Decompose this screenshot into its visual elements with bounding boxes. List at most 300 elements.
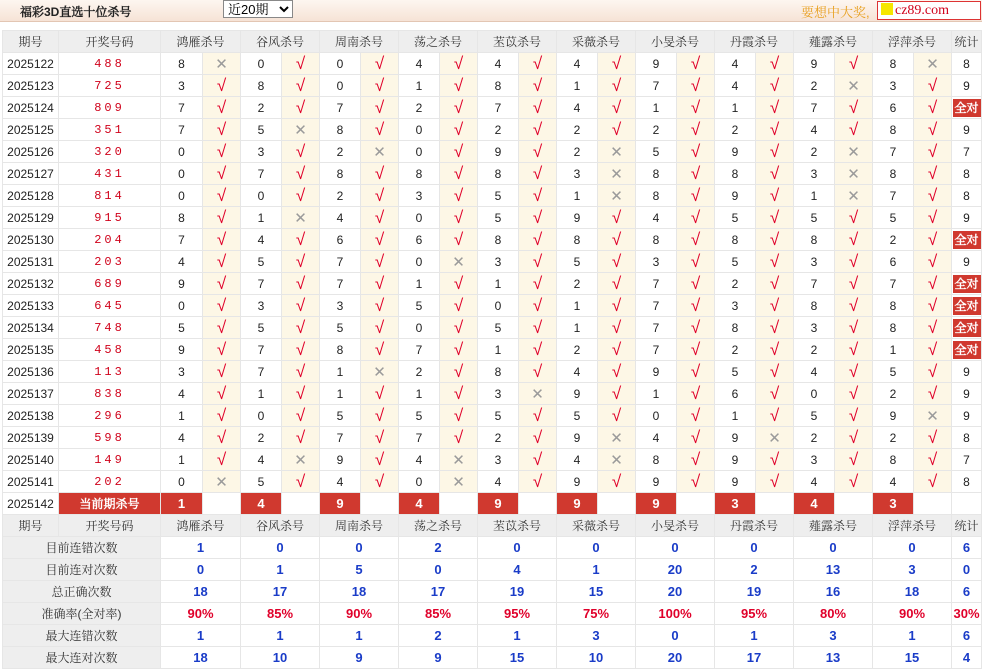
- current-kill-blank: [914, 493, 952, 515]
- check-icon: √: [914, 317, 952, 339]
- kill-number-cell: 3: [794, 163, 835, 185]
- check-icon: √: [361, 317, 399, 339]
- all-correct-badge: 全对: [954, 342, 979, 357]
- kill-number-cell: 1: [161, 405, 203, 427]
- kill-number-cell: 2: [715, 339, 756, 361]
- kill-number-cell: 3: [794, 251, 835, 273]
- current-kill-number: 9: [636, 493, 677, 515]
- stats-value: 3: [794, 625, 873, 647]
- kill-number-cell: 0: [399, 317, 440, 339]
- col-header-expert: 荡之杀号: [399, 31, 478, 53]
- range-select[interactable]: [223, 0, 293, 18]
- check-icon: √: [835, 295, 873, 317]
- check-icon: √: [756, 361, 794, 383]
- kill-number-cell: 0: [399, 119, 440, 141]
- cross-icon: ✕: [440, 471, 478, 493]
- cross-icon: ✕: [282, 207, 320, 229]
- stats-value: 19: [478, 581, 557, 603]
- kill-number-cell: 8: [794, 295, 835, 317]
- check-icon: √: [440, 317, 478, 339]
- stats-value: 15: [873, 647, 952, 669]
- check-icon: √: [914, 229, 952, 251]
- kill-number-cell: 7: [241, 273, 282, 295]
- kill-number-cell: 7: [320, 427, 361, 449]
- stat-cell: 8: [952, 163, 982, 185]
- stats-value: 1: [241, 625, 320, 647]
- stats-value: 0: [636, 625, 715, 647]
- kill-number-cell: 2: [399, 361, 440, 383]
- kill-number-cell: 1: [320, 383, 361, 405]
- kill-number-cell: 0: [161, 163, 203, 185]
- check-icon: √: [914, 75, 952, 97]
- check-icon: √: [203, 339, 241, 361]
- kill-number-cell: 4: [557, 361, 598, 383]
- kill-number-cell: 0: [320, 53, 361, 75]
- current-kill-blank: [203, 493, 241, 515]
- kill-number-cell: 7: [320, 97, 361, 119]
- stats-value: 2: [399, 537, 478, 559]
- page-title: 福彩3D直选十位杀号: [20, 5, 132, 19]
- col-header-expert: 周南杀号: [320, 515, 399, 537]
- kill-number-cell: 8: [478, 75, 519, 97]
- current-kill-blank: [677, 493, 715, 515]
- kill-number-cell: 5: [873, 361, 914, 383]
- check-icon: √: [440, 97, 478, 119]
- stats-value: 20: [636, 581, 715, 603]
- kill-number-cell: 2: [557, 339, 598, 361]
- current-kill-label: 当前期杀号: [59, 493, 161, 515]
- current-kill-number: 3: [873, 493, 914, 515]
- kill-number-cell: 7: [320, 273, 361, 295]
- period-cell: 2025128: [3, 185, 59, 207]
- stat-cell: 9: [952, 383, 982, 405]
- kill-number-cell: 5: [399, 295, 440, 317]
- draw-code-cell: 814: [59, 185, 161, 207]
- kill-number-cell: 7: [320, 251, 361, 273]
- kill-number-cell: 6: [873, 251, 914, 273]
- kill-number-cell: 0: [161, 141, 203, 163]
- kill-number-cell: 1: [636, 97, 677, 119]
- kill-number-cell: 3: [241, 295, 282, 317]
- check-icon: √: [756, 97, 794, 119]
- check-icon: √: [914, 361, 952, 383]
- kill-number-cell: 4: [161, 251, 203, 273]
- stat-cell: 7: [952, 449, 982, 471]
- kill-number-cell: 4: [399, 449, 440, 471]
- stats-value: 1: [557, 559, 636, 581]
- kill-number-cell: 8: [478, 361, 519, 383]
- cross-icon: ✕: [361, 141, 399, 163]
- kill-number-cell: 4: [873, 471, 914, 493]
- stats-value: 0: [241, 537, 320, 559]
- kill-number-cell: 4: [794, 471, 835, 493]
- cross-icon: ✕: [440, 449, 478, 471]
- kill-number-cell: 5: [241, 251, 282, 273]
- cross-icon: ✕: [835, 75, 873, 97]
- col-header-expert: 丹霞杀号: [715, 515, 794, 537]
- kill-number-cell: 3: [399, 185, 440, 207]
- kill-number-cell: 8: [873, 295, 914, 317]
- period-cell: 2025133: [3, 295, 59, 317]
- check-icon: √: [835, 229, 873, 251]
- check-icon: √: [440, 405, 478, 427]
- check-icon: √: [203, 97, 241, 119]
- check-icon: √: [282, 229, 320, 251]
- stat-cell: 8: [952, 427, 982, 449]
- kill-number-cell: 6: [320, 229, 361, 251]
- stats-value: 0: [557, 537, 636, 559]
- kill-number-cell: 4: [794, 361, 835, 383]
- check-icon: √: [361, 75, 399, 97]
- draw-code-cell: 838: [59, 383, 161, 405]
- stats-value: 0: [952, 559, 982, 581]
- stats-label: 总正确次数: [3, 581, 161, 603]
- current-kill-number: 4: [794, 493, 835, 515]
- stats-value: 0: [320, 537, 399, 559]
- draw-code-cell: 204: [59, 229, 161, 251]
- site-logo[interactable]: [877, 1, 981, 20]
- kill-number-cell: 8: [399, 163, 440, 185]
- kill-number-cell: 8: [478, 163, 519, 185]
- kill-number-cell: 1: [241, 207, 282, 229]
- kill-number-cell: 7: [636, 273, 677, 295]
- check-icon: √: [440, 383, 478, 405]
- kill-number-cell: 4: [636, 207, 677, 229]
- check-icon: √: [440, 185, 478, 207]
- kill-number-cell: 9: [715, 471, 756, 493]
- stat-cell: [952, 97, 982, 119]
- stats-value: 0: [715, 537, 794, 559]
- kill-number-cell: 9: [794, 53, 835, 75]
- kill-number-cell: 2: [873, 229, 914, 251]
- draw-code-cell: 431: [59, 163, 161, 185]
- check-icon: √: [835, 207, 873, 229]
- table-row: [3, 383, 982, 405]
- check-icon: √: [835, 361, 873, 383]
- check-icon: √: [835, 405, 873, 427]
- stats-value: 13: [794, 559, 873, 581]
- check-icon: √: [361, 97, 399, 119]
- check-icon: √: [756, 251, 794, 273]
- stats-value: 1: [241, 559, 320, 581]
- kill-number-cell: 4: [161, 383, 203, 405]
- kill-number-cell: 4: [320, 207, 361, 229]
- check-icon: √: [440, 339, 478, 361]
- period-cell: 2025125: [3, 119, 59, 141]
- check-icon: √: [519, 295, 557, 317]
- col-header-expert: 浮萍杀号: [873, 31, 952, 53]
- check-icon: √: [598, 53, 636, 75]
- period-cell: 2025127: [3, 163, 59, 185]
- check-icon: √: [677, 339, 715, 361]
- check-icon: √: [756, 75, 794, 97]
- kill-number-cell: 9: [636, 53, 677, 75]
- check-icon: √: [598, 229, 636, 251]
- kill-number-cell: 3: [478, 383, 519, 405]
- col-header-expert: 谷风杀号: [241, 515, 320, 537]
- table-row: [3, 405, 982, 427]
- stats-value: 1: [873, 625, 952, 647]
- kill-number-cell: 0: [399, 471, 440, 493]
- kill-number-cell: 5: [794, 207, 835, 229]
- kill-number-cell: 4: [557, 97, 598, 119]
- period-cell: 2025140: [3, 449, 59, 471]
- stats-label: 准确率(全对率): [3, 603, 161, 625]
- kill-number-cell: 9: [557, 471, 598, 493]
- all-correct-badge: 全对: [954, 100, 979, 115]
- check-icon: √: [282, 185, 320, 207]
- kill-number-cell: 5: [241, 471, 282, 493]
- kill-number-cell: 7: [161, 229, 203, 251]
- check-icon: √: [282, 295, 320, 317]
- check-icon: √: [677, 317, 715, 339]
- kill-number-cell: 5: [715, 361, 756, 383]
- stats-value: 18: [873, 581, 952, 603]
- check-icon: √: [282, 317, 320, 339]
- stats-value: 90%: [873, 603, 952, 625]
- stats-value: 20: [636, 559, 715, 581]
- kill-number-cell: 0: [241, 405, 282, 427]
- kill-number-cell: 5: [241, 317, 282, 339]
- check-icon: √: [756, 53, 794, 75]
- check-icon: √: [361, 119, 399, 141]
- stat-cell: 9: [952, 361, 982, 383]
- kill-number-cell: 8: [161, 53, 203, 75]
- stats-label: 最大连错次数: [3, 625, 161, 647]
- current-stat-blank: [952, 493, 982, 515]
- stats-label: 最大连对次数: [3, 647, 161, 669]
- kill-number-cell: 8: [320, 163, 361, 185]
- kill-number-cell: 3: [161, 75, 203, 97]
- check-icon: √: [203, 251, 241, 273]
- current-kill-number: 3: [715, 493, 756, 515]
- kill-number-cell: 5: [399, 405, 440, 427]
- check-icon: √: [361, 339, 399, 361]
- col-header-period: 期号: [3, 31, 59, 53]
- col-header-expert: 薤露杀号: [794, 515, 873, 537]
- check-icon: √: [914, 273, 952, 295]
- kill-number-cell: 7: [241, 361, 282, 383]
- stat-cell: [952, 339, 982, 361]
- cross-icon: ✕: [598, 185, 636, 207]
- kill-number-cell: 7: [478, 97, 519, 119]
- kill-number-cell: 5: [320, 317, 361, 339]
- check-icon: √: [756, 339, 794, 361]
- kill-number-cell: 5: [873, 207, 914, 229]
- check-icon: √: [282, 405, 320, 427]
- kill-number-cell: 9: [320, 449, 361, 471]
- stats-value: 17: [241, 581, 320, 603]
- kill-number-cell: 4: [161, 427, 203, 449]
- kill-number-cell: 4: [241, 449, 282, 471]
- kill-number-cell: 9: [873, 405, 914, 427]
- stats-value: 6: [952, 537, 982, 559]
- check-icon: √: [203, 295, 241, 317]
- kill-number-cell: 1: [399, 383, 440, 405]
- check-icon: √: [756, 317, 794, 339]
- check-icon: √: [440, 119, 478, 141]
- stat-cell: [952, 229, 982, 251]
- check-icon: √: [282, 251, 320, 273]
- stats-value: 1: [320, 625, 399, 647]
- kill-number-cell: 2: [557, 141, 598, 163]
- check-icon: √: [914, 141, 952, 163]
- check-icon: √: [677, 207, 715, 229]
- check-icon: √: [598, 273, 636, 295]
- check-icon: √: [282, 53, 320, 75]
- check-icon: √: [440, 207, 478, 229]
- stats-value: 2: [399, 625, 478, 647]
- kill-number-cell: 8: [636, 163, 677, 185]
- kill-number-cell: 2: [557, 119, 598, 141]
- check-icon: √: [835, 53, 873, 75]
- kill-number-cell: 9: [715, 185, 756, 207]
- check-icon: √: [598, 97, 636, 119]
- current-kill-blank: [835, 493, 873, 515]
- kill-number-cell: 1: [715, 97, 756, 119]
- stats-value: 1: [715, 625, 794, 647]
- col-header-expert: 苤苡杀号: [478, 515, 557, 537]
- check-icon: √: [361, 273, 399, 295]
- current-period-row: [3, 493, 982, 515]
- check-icon: √: [440, 295, 478, 317]
- check-icon: √: [677, 119, 715, 141]
- cross-icon: ✕: [203, 53, 241, 75]
- kill-number-cell: 9: [557, 207, 598, 229]
- cross-icon: ✕: [914, 405, 952, 427]
- col-header-expert: 鸿雁杀号: [161, 515, 241, 537]
- check-icon: √: [756, 471, 794, 493]
- stats-value: 17: [715, 647, 794, 669]
- header-row: [3, 515, 982, 537]
- kill-number-cell: 8: [636, 229, 677, 251]
- check-icon: √: [756, 185, 794, 207]
- kill-number-cell: 5: [161, 317, 203, 339]
- kill-number-cell: 5: [794, 405, 835, 427]
- kill-number-cell: 3: [636, 251, 677, 273]
- table-row: [3, 207, 982, 229]
- draw-code-cell: 488: [59, 53, 161, 75]
- check-icon: √: [203, 75, 241, 97]
- kill-number-cell: 8: [478, 229, 519, 251]
- kill-number-cell: 0: [241, 185, 282, 207]
- draw-code-cell: 748: [59, 317, 161, 339]
- cross-icon: ✕: [598, 163, 636, 185]
- check-icon: √: [519, 427, 557, 449]
- kill-number-cell: 7: [161, 119, 203, 141]
- draw-code-cell: 689: [59, 273, 161, 295]
- check-icon: √: [361, 471, 399, 493]
- kill-number-cell: 2: [241, 427, 282, 449]
- col-header-expert: 小旻杀号: [636, 31, 715, 53]
- stats-value: 0: [399, 559, 478, 581]
- all-correct-badge: 全对: [954, 298, 979, 313]
- stats-value: 95%: [715, 603, 794, 625]
- table-row: [3, 163, 982, 185]
- check-icon: √: [282, 339, 320, 361]
- stats-value: 10: [557, 647, 636, 669]
- check-icon: √: [519, 317, 557, 339]
- period-cell: 2025138: [3, 405, 59, 427]
- kill-number-cell: 1: [478, 273, 519, 295]
- kill-number-cell: 6: [715, 383, 756, 405]
- kill-number-cell: 0: [636, 405, 677, 427]
- kill-number-cell: 0: [399, 251, 440, 273]
- draw-code-cell: 598: [59, 427, 161, 449]
- current-kill-blank: [361, 493, 399, 515]
- kill-number-cell: 9: [161, 273, 203, 295]
- check-icon: √: [756, 229, 794, 251]
- check-icon: √: [440, 53, 478, 75]
- check-icon: √: [598, 471, 636, 493]
- stats-value: 0: [873, 537, 952, 559]
- stat-cell: 8: [952, 471, 982, 493]
- check-icon: √: [914, 163, 952, 185]
- check-icon: √: [756, 119, 794, 141]
- kill-number-cell: 1: [399, 273, 440, 295]
- col-header-expert: 周南杀号: [320, 31, 399, 53]
- kill-number-cell: 0: [399, 207, 440, 229]
- kill-number-cell: 7: [161, 97, 203, 119]
- stats-value: 18: [161, 581, 241, 603]
- col-header-expert: 谷风杀号: [241, 31, 320, 53]
- check-icon: √: [756, 295, 794, 317]
- kill-number-cell: 9: [557, 383, 598, 405]
- check-icon: √: [835, 273, 873, 295]
- check-icon: √: [756, 383, 794, 405]
- all-correct-badge: 全对: [954, 232, 979, 247]
- check-icon: √: [677, 163, 715, 185]
- check-icon: √: [598, 383, 636, 405]
- check-icon: √: [519, 229, 557, 251]
- kill-number-cell: 7: [636, 317, 677, 339]
- kill-number-cell: 3: [794, 317, 835, 339]
- kill-number-cell: 5: [478, 317, 519, 339]
- period-cell: 2025135: [3, 339, 59, 361]
- col-header-expert: 丹霞杀号: [715, 31, 794, 53]
- table-row: [3, 295, 982, 317]
- current-kill-blank: [519, 493, 557, 515]
- check-icon: √: [835, 317, 873, 339]
- check-icon: √: [282, 361, 320, 383]
- stats-value: 6: [952, 625, 982, 647]
- col-header-expert: 薤露杀号: [794, 31, 873, 53]
- stat-cell: 7: [952, 141, 982, 163]
- kill-number-cell: 1: [320, 361, 361, 383]
- kill-number-cell: 4: [636, 427, 677, 449]
- kill-number-cell: 4: [478, 53, 519, 75]
- check-icon: √: [519, 97, 557, 119]
- cross-icon: ✕: [598, 449, 636, 471]
- check-icon: √: [361, 185, 399, 207]
- check-icon: √: [361, 207, 399, 229]
- kill-number-cell: 7: [794, 273, 835, 295]
- kill-number-cell: 7: [241, 339, 282, 361]
- check-icon: √: [756, 163, 794, 185]
- check-icon: √: [440, 141, 478, 163]
- kill-number-cell: 5: [715, 207, 756, 229]
- kill-number-cell: 5: [478, 405, 519, 427]
- check-icon: √: [756, 449, 794, 471]
- period-cell: 2025136: [3, 361, 59, 383]
- period-cell: 2025141: [3, 471, 59, 493]
- kill-number-cell: 8: [715, 317, 756, 339]
- stat-cell: 9: [952, 405, 982, 427]
- stats-value: 19: [715, 581, 794, 603]
- check-icon: √: [519, 185, 557, 207]
- table-row: [3, 97, 982, 119]
- check-icon: √: [519, 251, 557, 273]
